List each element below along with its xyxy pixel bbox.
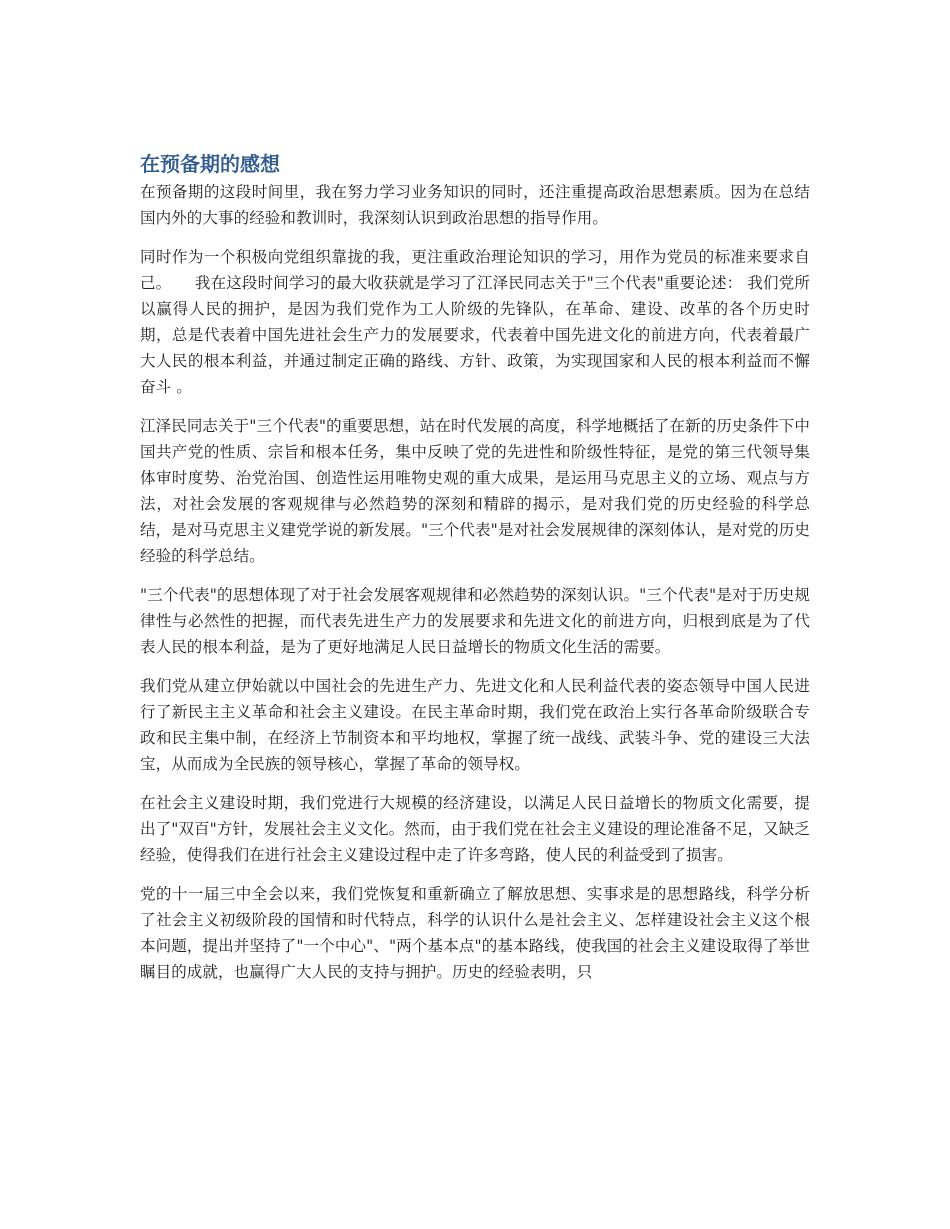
paragraph-7: 党的十一届三中全会以来，我们党恢复和重新确立了解放思想、实事求是的思想路线，科学分析了社会主义初级阶段的国情和时代特点，科学的认识什么是社会主义、怎样建设社会主义这个根本问题，提出并坚持了"一个中心"、"两个基本点"的基本路线，使我国的社会主义建设取得了举世瞩目的成就，也赢得广大人民的支持与拥护。历史的经验表明，只	[140, 885, 810, 981]
paragraph-1: 在预备期的这段时间里，我在努力学习业务知识的同时，还注重提高政治思想素质。因为在总结国内外的大事的经验和教训时，我深刻认识到政治思想的指导作用。	[140, 183, 810, 227]
paragraph-4: "三个代表"的思想体现了对于社会发展客观规律和必然趋势的深刻认识。"三个代表"是对于历史规律性与必然性的把握，而代表先进生产力的发展要求和先进文化的前进方向，归根到底是为了代表人民的根本利益，是为了更好地满足人民日益增长的物质文化生活的需要。	[140, 586, 810, 656]
paragraph-3: 江泽民同志关于"三个代表"的重要思想，站在时代发展的高度，科学地概括了在新的历史条件下中国共产党的性质、宗旨和根本任务，集中反映了党的先进性和阶级性特征，是党的第三代领导集体审时度势、治党治国、创造性运用唯物史观的重大成果，是运用马克思主义的立场、观点与方法，对社会发展的客观规律与必然趋势的深刻和精辟的揭示，是对我们党的历史经验的科学总结，是对马克思主义建党学说的新发展。"三个代表"是对社会发展规律的深刻体认，是对党的历史经验的科学总结。	[140, 417, 810, 565]
document-title: 在预备期的感想	[140, 152, 280, 176]
paragraph-5: 我们党从建立伊始就以中国社会的先进生产力、先进文化和人民利益代表的姿态领导中国人民进行了新民主主义革命和社会主义建设。在民主革命时期，我们党在政治上实行各革命阶级联合专政和民主集中制，在经济上节制资本和平均地权，掌握了统一战线、武装斗争、党的建设三大法宝，从而成为全民族的领导核心，掌握了革命的领导权。	[140, 677, 810, 773]
document-page	[140, 150, 810, 998]
paragraph-6: 在社会主义建设时期，我们党进行大规模的经济建设，以满足人民日益增长的物质文化需要，提出了"双百"方针，发展社会主义文化。然而，由于我们党在社会主义建设的理论准备不足，又缺乏经验，使得我们在进行社会主义建设过程中走了许多弯路，使人民的利益受到了损害。	[140, 794, 810, 864]
paragraph-2: 同时作为一个积极向党组织靠拢的我，更注重政治理论知识的学习，用作为党员的标准来要求自己。 我在这段时间学习的最大收获就是学习了江泽民同志关于"三个代表"重要论述： 我们党所以赢得人民的拥护，是因为我们党作为工人阶级的先锋队，在革命、建设、改革的各个历史时期，总是代表着中国先进社会生产力的发展要求，代表着中国先进文化的前进方向，代表着最广大人民的根本利益，并通过制定正确的路线、方针、政策，为实现国家和人民的根本利益而不懈奋斗 。	[140, 248, 810, 396]
